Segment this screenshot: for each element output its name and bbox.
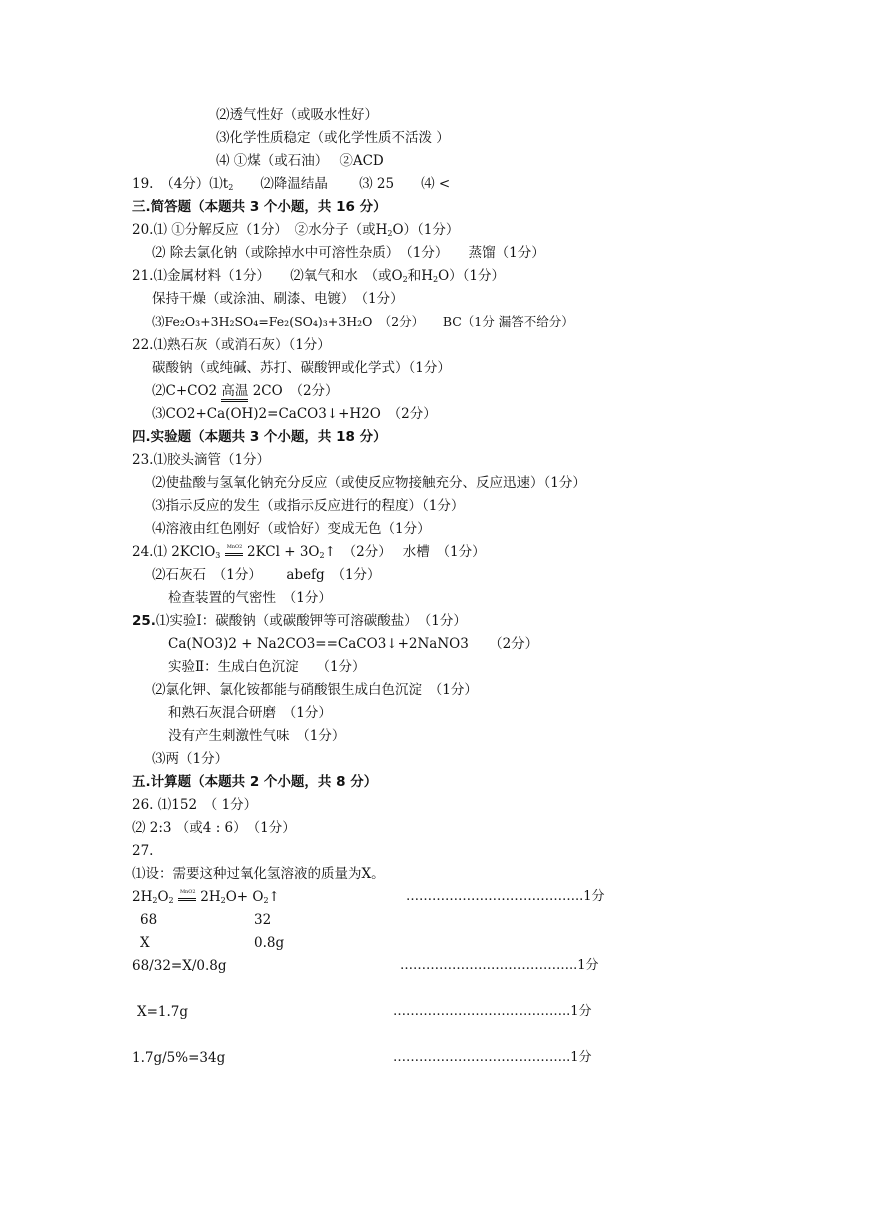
answer-23-4: ⑷溶液由红色刚好（或恰好）变成无色（1分） bbox=[152, 521, 431, 537]
result-x: X=1.7g bbox=[137, 1004, 189, 1020]
answer-22-2: ⑵C+CO2 高温 2CO （2分） bbox=[152, 382, 339, 400]
proportion: 68/32=X/0.8g bbox=[132, 958, 227, 974]
answer-25-3: ⑶两（1分） bbox=[152, 751, 229, 767]
answer-18-2: ⑵透气性好（或吸水性好） bbox=[216, 107, 378, 123]
reaction-condition: MnO2 bbox=[225, 547, 243, 559]
answer-24-1: 24.⑴ 2KClO$_3$ MnO2 $2KCl + 3O_2↑$ （2分） 水槽 （1分） bbox=[132, 543, 486, 560]
answer-22-3: ⑶CO2+Ca(OH)2=CaCO3↓+H2O （2分） bbox=[152, 406, 437, 422]
answer-27-equation: $2H_2O_2$ MnO2 $2H_2O+$ $O_2↑$ bbox=[132, 888, 280, 905]
score-mark: …………………………………..1分 bbox=[400, 958, 599, 973]
answer-22-1: 22.⑴熟石灰（或消石灰）（1分） bbox=[132, 337, 331, 353]
answer-25-2c: 没有产生刺激性气味 （1分） bbox=[168, 728, 346, 744]
answer-21-2: 保持干燥（或涂油、刷漆、电镀） （1分） bbox=[152, 291, 404, 307]
section-heading-4: 四.实验题（本题共 3 个小题，共 18 分） bbox=[132, 429, 387, 445]
answer-21-1: 21.⑴金属材料（1分） ⑵氧气和水 （或$O_2$和$H_2O)(1$分） bbox=[132, 268, 506, 284]
molar-mass-a: 68 bbox=[140, 912, 158, 928]
score-mark: …………………………………..1分 bbox=[393, 1050, 592, 1065]
score-mark: …………………………………..1分 bbox=[393, 1004, 592, 1019]
answer-19: 19. （4分）$⑴t_2$ ⑵降温结晶 ⑶ 25 ⑷ < bbox=[132, 176, 451, 192]
answer-27: 27. bbox=[132, 843, 154, 859]
answer-25-1: 25.⑴实验Ⅰ：碳酸钠（或碳酸钾等可溶碳酸盐） （1分） bbox=[132, 613, 467, 629]
known-mass: 0.8g bbox=[254, 935, 285, 951]
answer-18-3: ⑶化学性质稳定（或化学性质不活泼 ） bbox=[216, 130, 450, 146]
answer-24-2b: 检查装置的气密性 （1分） bbox=[168, 590, 332, 606]
answer-25-2: ⑵氯化钾、氯化铵都能与硝酸银生成白色沉淀 （1分） bbox=[152, 682, 478, 698]
answer-25-exp2: 实验Ⅱ：生成白色沉淀 （1分） bbox=[168, 659, 366, 675]
answer-23-2: ⑵使盐酸与氢氧化钠充分反应（或使反应物接触充分、反应迅速）（1分） bbox=[152, 475, 586, 491]
answer-22-1b: 碳酸钠（或纯碱、苏打、碳酸钾或化学式）（1分） bbox=[152, 360, 451, 376]
answer-18-4: ⑷ ①煤（或石油） ②ACD bbox=[216, 153, 384, 169]
answer-23-1: 23.⑴胶头滴管（1分） bbox=[132, 452, 271, 468]
answer-26-2: ⑵ 2:3 （或4 : 6） （1分） bbox=[132, 820, 296, 836]
answer-25-equation: Ca(NO3)2 + Na2CO3==CaCO3↓+2NaNO3 （2分） bbox=[168, 636, 539, 652]
unknown-x: X bbox=[140, 935, 150, 951]
answer-24-2: ⑵石灰石 （1分） abefg （1分） bbox=[152, 567, 381, 583]
score-mark: …………………………………..1分 bbox=[406, 889, 605, 904]
reaction-condition: MnO2 bbox=[178, 892, 196, 904]
answer-21-3: ⑶Fe₂O₃+3H₂SO₄=Fe₂(SO₄)₃+3H₂O （2分） BC（1分 漏答不给分） bbox=[152, 314, 574, 329]
answer-23-3: ⑶指示反应的发生（或指示反应进行的程度）（1分） bbox=[152, 498, 465, 514]
section-heading-3: 三.简答题（本题共 3 个小题，共 16 分） bbox=[132, 199, 387, 215]
answer-27-setup: ⑴设：需要这种过氧化氢溶液的质量为X。 bbox=[132, 866, 385, 882]
answer-26-1: 26. ⑴152 （ 1分） bbox=[132, 797, 258, 813]
final-answer: 1.7g/5%=34g bbox=[132, 1050, 226, 1066]
section-heading-5: 五.计算题（本题共 2 个小题，共 8 分） bbox=[132, 774, 378, 790]
reaction-condition: 高温 bbox=[221, 383, 248, 402]
answer-25-2b: 和熟石灰混合研磨 （1分） bbox=[168, 705, 332, 721]
answer-20-2: ⑵ 除去氯化钠（或除掉水中可溶性杂质） （1分） 蒸馏（1分） bbox=[152, 245, 545, 261]
molar-mass-b: 32 bbox=[254, 912, 272, 928]
answer-20-1: 20.⑴ ①分解反应（1分） ②水分子（或$H_2O)(1$分） bbox=[132, 222, 460, 238]
